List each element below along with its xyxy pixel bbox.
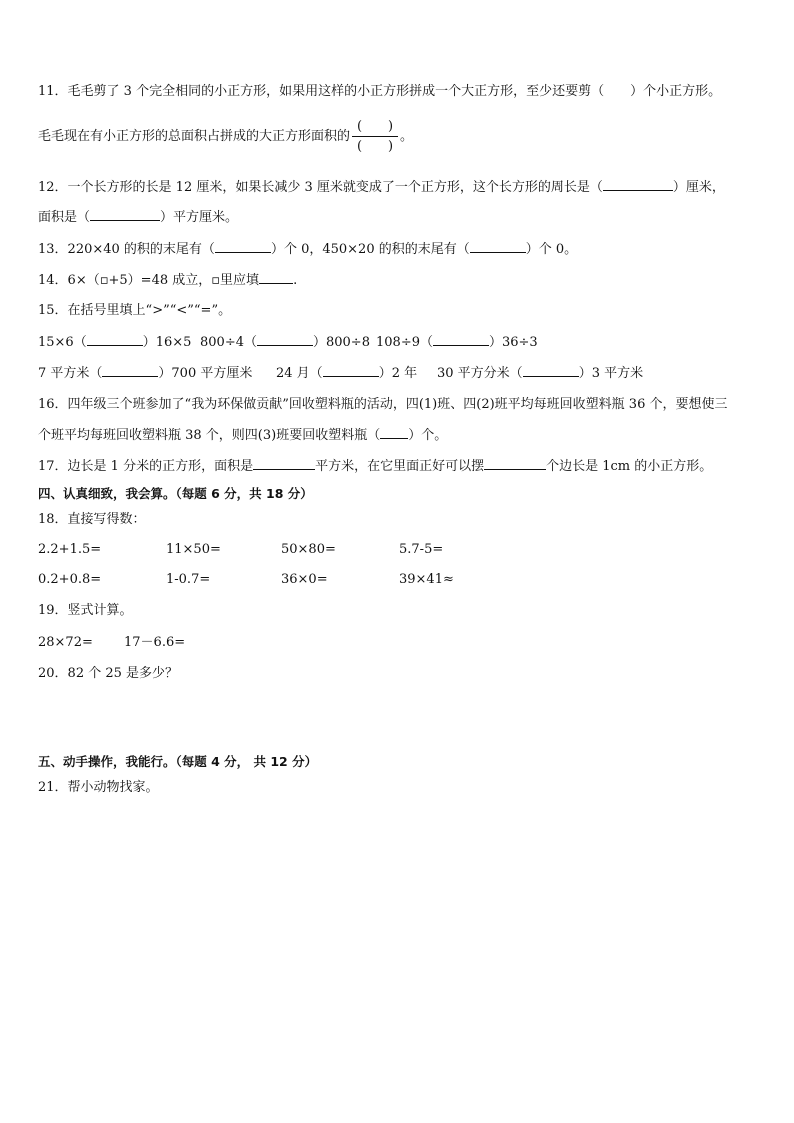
compare-answer-blank[interactable] [87,333,143,346]
question-12-text-b: ）厘米， [672,180,725,195]
compare-item: 108÷9（ ）36÷3 [376,335,538,350]
question-17-text-a: 17．边长是 1 分米的正方形，面积是 [38,459,254,474]
area-answer-blank[interactable] [90,208,160,221]
question-11-line-1: 11．毛毛剪了 3 个完全相同的小正方形，如果用这样的小正方形拼成一个大正方形，至少还要剪（ ）个小正方形。 [38,84,722,99]
question-13 [38,240,577,259]
calc-item: 1-0.7= [166,572,211,587]
small-square-count-blank[interactable] [484,457,546,470]
question-18-title: 18．直接写得数： [38,512,146,527]
compare-answer-blank[interactable] [433,333,489,346]
question-16-line-1: 16．四年级三个班参加了“我为环保做贡献”回收塑料瓶的活动，四(1)班、四(2)班平均每班回收塑料瓶 36 个，要想使三 [38,397,728,412]
question-17 [38,457,712,476]
question-11-end: 。 [400,129,414,144]
question-11-text: 毛毛现在有小正方形的总面积占拼成的大正方形面积的 [38,129,351,144]
compare-answer-blank[interactable] [323,364,379,377]
compare-answer-blank[interactable] [523,364,579,377]
question-13-text-a: 13．220×40 的积的末尾有（ [38,242,215,257]
compare-item: 7 平方米（ ）700 平方厘米 [38,366,253,381]
question-13-text-c: ）个 0。 [525,242,578,257]
question-21: 21．帮小动物找家。 [38,780,159,795]
question-12-text-d: ）平方厘米。 [160,210,239,225]
compare-item: 800÷4（ ）800÷8 [200,335,370,350]
bottles-answer-blank[interactable] [380,426,408,439]
question-17-text-c: 个边长是 1cm 的小正方形。 [546,459,713,474]
compare-item: 24 月（ ）2 年 [276,366,418,381]
compare-answer-blank[interactable] [102,364,158,377]
question-12-text-c: 面积是（ [38,210,91,225]
question-20: 20．82 个 25 是多少？ [38,666,179,681]
calc-item: 50×80= [281,542,336,557]
compare-item: 15×6（ ）16×5 [38,335,192,350]
section-5-heading: 五、动手操作，我能行。（每题 4 分， 共 12 分） [38,754,318,769]
zeros-answer-blank-1[interactable] [215,240,271,253]
fraction-numerator-blank[interactable]: ( ) [356,119,394,134]
question-11-line-2 [38,118,413,155]
vertical-calc-item: 28×72= [38,635,93,650]
question-14 [38,271,297,290]
calc-item: 2.2+1.5= [38,542,102,557]
question-16-text-b: ）个。 [408,428,448,443]
question-12-line-1 [38,178,725,197]
section-4-heading: 四、认真细致，我会算。（每题 6 分，共 18 分） [38,486,313,501]
box-value-answer-blank[interactable] [259,271,293,284]
question-19-title: 19．竖式计算。 [38,603,133,618]
question-15-title: 15．在括号里填上“>”“<”“=”。 [38,303,232,318]
fraction-denominator-blank[interactable]: ( ) [356,139,394,154]
question-16-line-2 [38,426,447,445]
question-16-text-a: 个班平均每班回收塑料瓶 38 个，则四(3)班要回收塑料瓶（ [38,428,381,443]
vertical-calc-item: 17－6.6= [124,635,186,650]
calc-item: 36×0= [281,572,328,587]
compare-item: 30 平方分米（ ）3 平方米 [437,366,644,381]
question-14-text-b: . [293,273,298,288]
calc-item: 0.2+0.8= [38,572,102,587]
area-square-meter-blank[interactable] [253,457,315,470]
question-12-text-a: 12．一个长方形的长是 12 厘米，如果长减少 3 厘米就变成了一个正方形，这个长方形的周长是（ [38,180,603,195]
zeros-answer-blank-2[interactable] [470,240,526,253]
question-12-line-2 [38,208,238,227]
calc-item: 5.7-5= [399,542,444,557]
question-14-text-a: 14．6×（▫+5）=48 成立，▫里应填 [38,273,260,288]
compare-answer-blank[interactable] [257,333,313,346]
fraction-bar [352,136,398,137]
fraction-answer [352,118,398,155]
question-13-text-b: ）个 0，450×20 的积的末尾有（ [270,242,470,257]
perimeter-answer-blank[interactable] [603,178,673,191]
calc-item: 39×41≈ [399,572,454,587]
calc-item: 11×50= [166,542,221,557]
question-17-text-b: 平方米，在它里面正好可以摆 [315,459,485,474]
